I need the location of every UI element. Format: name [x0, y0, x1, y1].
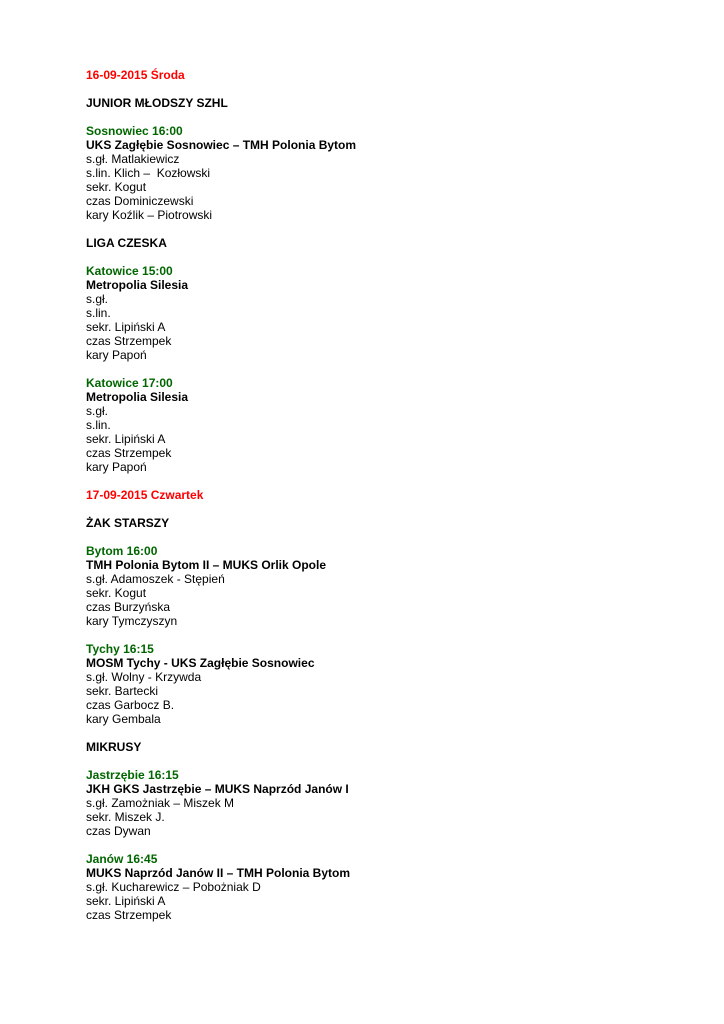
official-line: czas Garbocz B.	[86, 698, 175, 712]
game-entry	[86, 852, 686, 922]
game-location-time: Sosnowiec 16:00	[86, 124, 183, 138]
official-line: s.gł. Wolny - Krzywda	[86, 670, 202, 684]
game-location-time: Katowice 17:00	[86, 376, 173, 390]
game-location-time: Bytom 16:00	[86, 544, 158, 558]
game-match: TMH Polonia Bytom II – MUKS Orlik Opole	[86, 558, 327, 572]
official-line: s.gł.	[86, 404, 109, 418]
game-match: MOSM Tychy - UKS Zagłębie Sosnowiec	[86, 656, 315, 670]
official-line: czas Dominiczewski	[86, 194, 194, 208]
official-line: kary Gembala	[86, 712, 161, 726]
game-entry	[86, 768, 686, 838]
official-line: kary Koźlik – Piotrowski	[86, 208, 213, 222]
official-line: s.lin.	[86, 306, 111, 320]
official-line: s.lin. Klich – Kozłowski	[86, 166, 211, 180]
game-location-time: Tychy 16:15	[86, 642, 154, 656]
official-line: sekr. Lipiński A	[86, 894, 166, 908]
official-line: s.lin.	[86, 418, 111, 432]
official-line: s.gł. Kucharewicz – Pobożniak D	[86, 880, 261, 894]
game-entry	[86, 376, 686, 474]
official-line: czas Strzempek	[86, 908, 172, 922]
game-entry	[86, 264, 686, 362]
official-line: sekr. Bartecki	[86, 684, 159, 698]
category-section	[86, 516, 686, 726]
game-match: Metropolia Silesia	[86, 390, 189, 404]
official-line: sekr. Kogut	[86, 586, 147, 600]
game-location-time: Katowice 15:00	[86, 264, 173, 278]
category-title: ŻAK STARSZY	[86, 516, 170, 530]
day-date: 16-09-2015 Środa	[86, 68, 185, 82]
category-title: LIGA CZESKA	[86, 236, 167, 250]
official-line: sekr. Lipiński A	[86, 320, 166, 334]
game-location-time: Janów 16:45	[86, 852, 158, 866]
category-section	[86, 236, 686, 474]
official-line: s.gł. Adamoszek - Stępień	[86, 572, 225, 586]
day-section	[86, 488, 686, 922]
category-title: JUNIOR MŁODSZY SZHL	[86, 96, 228, 110]
official-line: czas Strzempek	[86, 446, 172, 460]
day-section	[86, 68, 686, 474]
official-line: sekr. Kogut	[86, 180, 147, 194]
game-match: JKH GKS Jastrzębie – MUKS Naprzód Janów I	[86, 782, 349, 796]
category-section	[86, 96, 686, 222]
day-date: 17-09-2015 Czwartek	[86, 488, 204, 502]
schedule-document	[86, 68, 686, 936]
game-match: UKS Zagłębie Sosnowiec – TMH Polonia Bytom	[86, 138, 357, 152]
official-line: s.gł. Zamożniak – Miszek M	[86, 796, 235, 810]
official-line: czas Strzempek	[86, 334, 172, 348]
game-entry	[86, 124, 686, 222]
official-line: sekr. Miszek J.	[86, 810, 165, 824]
official-line: s.gł. Matlakiewicz	[86, 152, 180, 166]
official-line: s.gł.	[86, 292, 109, 306]
game-match: Metropolia Silesia	[86, 278, 189, 292]
category-title: MIKRUSY	[86, 740, 142, 754]
category-section	[86, 740, 686, 922]
game-location-time: Jastrzębie 16:15	[86, 768, 179, 782]
official-line: czas Dywan	[86, 824, 151, 838]
official-line: kary Papoń	[86, 348, 147, 362]
game-entry	[86, 544, 686, 628]
official-line: kary Papoń	[86, 460, 147, 474]
official-line: kary Tymczyszyn	[86, 614, 178, 628]
official-line: sekr. Lipiński A	[86, 432, 166, 446]
game-entry	[86, 642, 686, 726]
game-match: MUKS Naprzód Janów II – TMH Polonia Bytom	[86, 866, 351, 880]
official-line: czas Burzyńska	[86, 600, 171, 614]
